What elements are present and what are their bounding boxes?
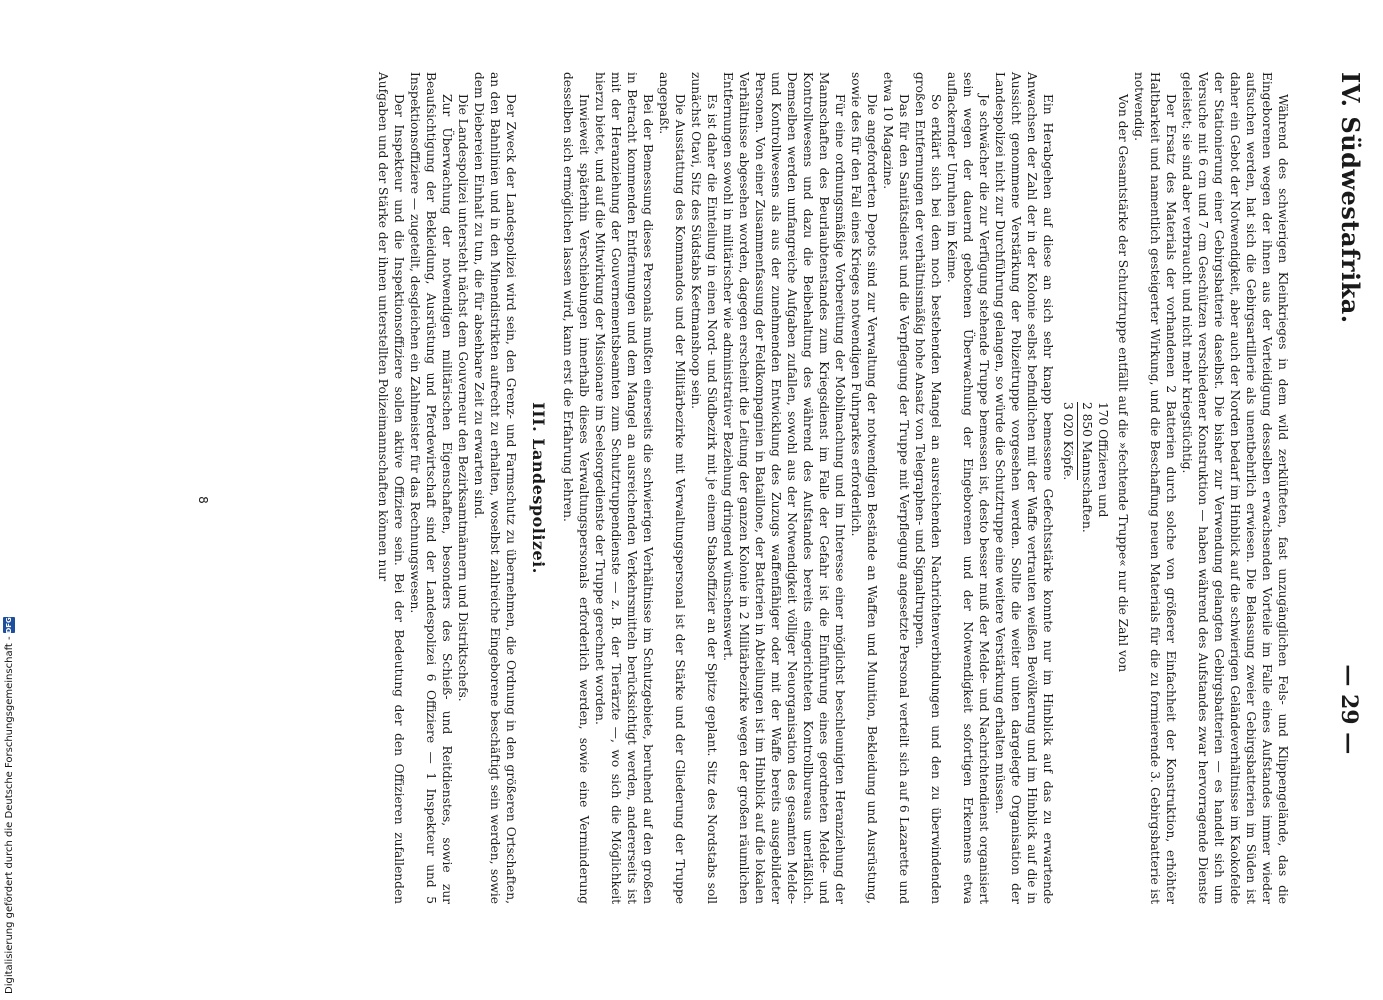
- paragraph: Es ist daher die Einteilung in einen Nord- und Südbezirk mit je einem Stabsoffizier an der Spitze geplant. Sitz des Nordstabs soll zunächst Otavi, Sitz des Südstabs Keetmanshoop sein.: [689, 72, 719, 904]
- running-head: [1305, 72, 1365, 904]
- troop-strength-table: [1060, 72, 1111, 904]
- paragraph: Für eine ordnungsmäßige Vorbereitung der Mobilmachung und im Interesse einer möglichst beschleunigten Heranziehung der Mannschaften des Beurlaubtenstandes zum Kriegsdienst im Falle der Gefahr ist die Einführung eines geordneten Melde- und Kontrollwesens und dazu die Beibehaltung des während des Aufstandes bereits eingerichteten Kontrollbureaus unerläßlich. Demselben werden umfangreiche Aufgaben zufallen, sowohl aus der Notwendigkeit völliger Neuorganisation des gesamten Melde- und Kontrollwesens als aus der zunehmenden Entwicklung des Zuzugs waffenfähiger oder mit der Waffe bereits ausgebildeter Personen. Von einer Zusammenfassung der Feldkompagnien in Bataillone, der Batterien in Abteilungen ist im Hinblick auf die lokalen Verhältnisse abgesehen worden, dagegen erscheint die Leitung der ganzen Kolonie in 2 Militärbezirke wegen der großen räumlichen Entfernungen sowohl in militärischer wie administrativer Beziehung dringend wünschenswert.: [721, 72, 847, 904]
- section-title: IV. Südwestafrika.: [1336, 72, 1365, 324]
- paragraph: Bei der Bemessung dieses Personals mußten einerseits die schwierigen Verhältnisse im Schutzgebiete, beruhend auf den großen in Betracht kommenden Entfernungen und dem Mangel an ausreichenden Verkehrsmitteln berücksichtigt werden, andererseits ist mit der Heranziehung der Gouvernementsbeamten zum Schutztruppendienste — z. B. der Tierärzte —, wo sich die Möglichkeit hierzu bietet, und auf die Mitwirkung der Missionare im Seelsorgedienste der Truppe gerechnet worden.: [593, 72, 655, 904]
- paragraph: Inwieweit späterhin Verschiebungen innerhalb dieses Verwaltungspersonals erforderlich werden, sowie eine Verminderung desselben sich ermöglichen lassen wird, kann erst die Erfahrung lehren.: [561, 72, 591, 904]
- paragraph: Der Inspekteur und die Inspektionsoffiziere sollen aktive Offiziere sein. Bei der Bedeutung der den Offizieren zufallenden Aufgaben und der Stärke der ihnen unterstellten Polizeimannschaften können nur: [376, 72, 406, 904]
- paragraph: Die Ausstattung des Kommandos und der Militärbezirke mit Verwaltungspersonal ist der Stärke und der Gliederung der Truppe angepaßt.: [657, 72, 687, 904]
- paragraph: Der Zweck der Landespolizei wird sein, den Grenz- und Farmschutz zu übernehmen, die Ordnung in den größeren Ortschaften, an den Bahnlinien und in den Minendistrikten aufrecht zu erhalten, woselbst zahlreiche Eingeborene beschäftigt sein werden, sowie dem Diebereien Einhalt zu tun, die für absehbare Zeit zu erwarten sind.: [472, 72, 518, 904]
- paragraph: Zur Überwachung der notwendigen militärischen Eigenschaften, besonders des Schieß- und Reitdienstes, sowie zur Beaufsichtigung der Bekleidung, Ausrüstung und Pferdewirtschaft sind der Landespolizei 6 Offiziere — 1 Inspekteur und 5 Inspektionsoffiziere — zugeteilt, desgleichen ein Zahlmeister für das Rechnungswesen.: [408, 72, 454, 904]
- paragraph: Die angeforderten Depots sind zur Verwaltung der notwendigen Bestände an Waffen und Munition, Bekleidung und Ausrüstung, sowie des für den Fall eines Krieges notwendigen Fuhrparkes erforderlich.: [849, 72, 879, 904]
- credit-text: Digitalisierung gefördert durch die Deutsche Forschungsgemeinschaft -: [3, 636, 15, 994]
- digitization-credit: [2, 614, 16, 994]
- paragraph: Je schwächer die zur Verfügung stehende Truppe bemessen ist, desto besser muß der Melde- und Nachrichtendienst organisiert sein wegen der dauernd gebotenen Überwachung der Eingeborenen und der Notwendigkeit sofortigen Erkennens etwa auflackernder Unruhen im Keime.: [945, 72, 991, 904]
- dfg-logo-icon: DFG: [5, 617, 13, 634]
- paragraph: Von der Gesamtstärke der Schutztruppe entfällt auf die »fechtende Truppe« nur die Zahl von: [1116, 94, 1130, 673]
- paragraph: Während des schwierigen Kleinkrieges in dem wild zerklüfteten, fast unzugänglichen Fels- und Klippengelände, das die Eingeborenen wegen der ihnen aus der Verteidigung desselben erwachsenden Vorteile im Falle eines Aufstandes immer wieder aufsuchen werden, hat sich die Gebirgsartillerie als unentbehrlich erwiesen. Die Belassung zweier Gebirgsbatterien im Süden ist daher ein Gebot der Notwendigkeit, aber auch der Norden bedarf im Hinblick auf die schwierigen Geländeverhältnisse im Kaokofelde der Stationierung einer Gebirgsbatterie daselbst. Die bisher zur Verwendung gelangten Gebirgsbatterien — es handelt sich um Versuche mit 6 cm und 7 cm Geschützen verschiedener Konstruktion — haben während des Aufstandes zwar hervorragende Dienste geleistet; sie sind aber verbraucht und nicht mehr kriegstüchtig.: [1180, 72, 1290, 904]
- section-heading: III. Landespolizei.: [529, 402, 548, 574]
- officers-count: 170 Offizieren und: [1096, 402, 1110, 518]
- paragraph: Die Landespolizei untersteht nächst dem Gouverneur den Bezirksamtmännern und Distriktschefs.: [456, 94, 470, 702]
- total-count: 3 020 Köpfe.: [1060, 402, 1078, 480]
- men-count: 2 850 Mannschaften.: [1080, 402, 1094, 533]
- paragraph: Das für den Sanitätsdienst und die Verpflegung der Truppe mit Verpflegung angesetzte Personal verteilt sich auf 6 Lazarette und etwa 10 Magazine.: [881, 72, 911, 904]
- page-number: — 29 —: [1336, 664, 1362, 755]
- paragraph: Ein Herabgehen auf diese an sich sehr knapp bemessene Gefechtsstärke konnte nur im Hinblick auf das zu erwartende Anwachsen der Zahl der in der Kolonie selbst befindlichen mit der Waffe vertrauten weißen Bevölkerung und im Hinblick auf die in Aussicht genommene Verstärkung der Polizeitruppe vorgesehen werden. Sollte die weiter unten dargelegte Organisation der Landespolizei nicht zur Durchführung gelangen, so würde die Schutztruppe eine weitere Verstärkung erhalten müssen.: [993, 72, 1055, 904]
- paragraph: Der Ersatz des Materials der vorhandenen 2 Batterien durch solche von größerer Einfachheit der Konstruktion, erhöhter Haltbarkeit und namentlich gesteigerter Wirkung, und die Beschaffung neuen Materials für die zu formierende 3. Gebirgsbatterie ist notwendig.: [1132, 72, 1178, 904]
- paragraph: So erklärt sich bei dem noch bestehenden Mangel an ausreichenden Nachrichtenverbindungen und den zu überwindenden großen Entfernungen der verhältnismäßig hohe Ansatz von Telegraphen- und Signaltruppen.: [913, 72, 943, 904]
- sheet-number: 8: [196, 496, 210, 504]
